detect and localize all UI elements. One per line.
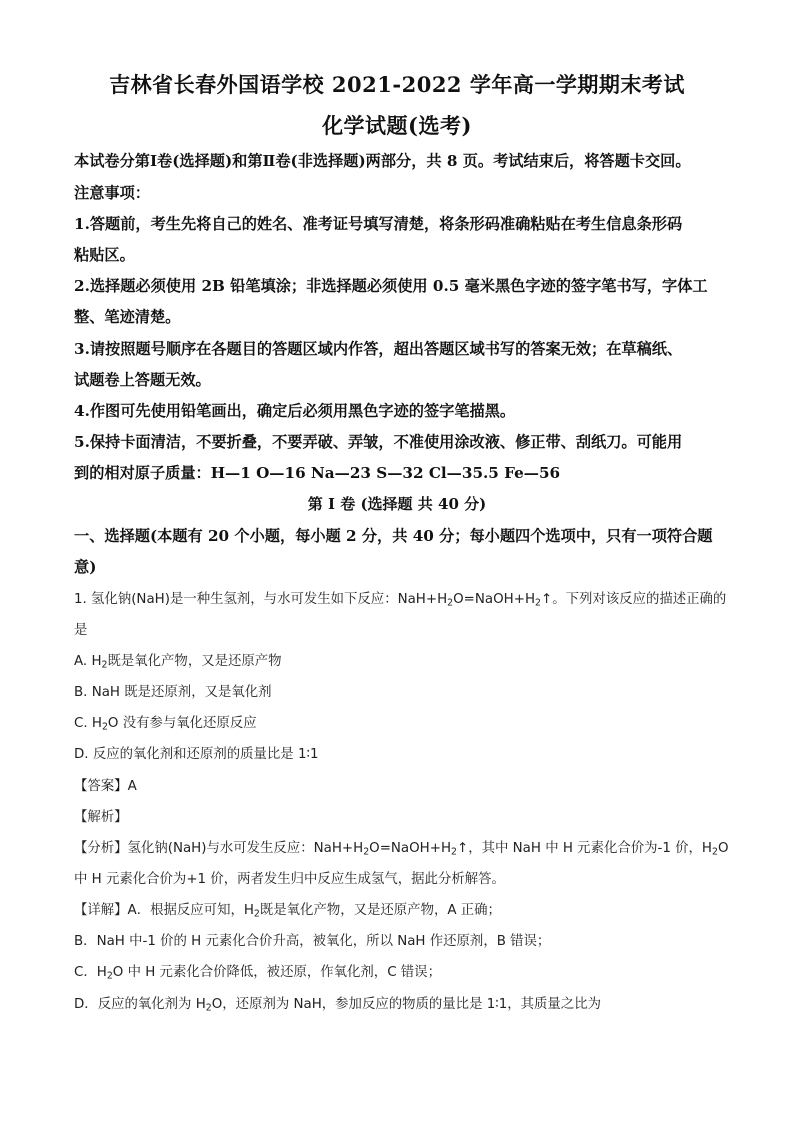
notice-line: 2.选择题必须使用 2B 铅笔填涂；非选择题必须使用 0.5 毫米黑色字迹的签字笔书写，字体工	[74, 277, 708, 295]
question-stem-cont: 是	[74, 623, 88, 638]
notice-line: 粘贴区。	[74, 246, 135, 264]
answer-line: 【答案】A	[74, 779, 137, 794]
notice-heading: 注意事项：	[74, 184, 150, 202]
detail-line: 【详解】A．根据反应可知，$H_2$既是氧化产物，又是还原产物，A 正确；	[74, 903, 501, 920]
exam-subtitle: 化学试题(选考)	[322, 113, 472, 138]
option-d: D. 反应的氧化剂和还原剂的质量比是 1∶1	[74, 747, 319, 762]
notice-line: 试题卷上答题无效。	[74, 371, 211, 389]
option-c: C. $H_2O$ 没有参与氧化还原反应	[74, 716, 257, 733]
notice-line: 整、笔迹清楚。	[74, 308, 181, 326]
intro-text: 本试卷分第Ⅰ卷(选择题)和第Ⅱ卷(非选择题)两部分，共 8 页。考试结束后，将答题卡交回。	[74, 152, 691, 170]
exam-title: 吉林省长春外国语学校 2021-2022 学年高一学期期末考试	[109, 72, 685, 97]
part-heading: 一、选择题(本题有 20 个小题，每小题 2 分，共 40 分；每小题四个选项中，只有一项符合题	[74, 527, 713, 545]
notice-line: 4.作图可先使用铅笔画出，确定后必须用黑色字迹的签字笔描黑。	[74, 402, 516, 420]
notice-line: 1.答题前，考生先将自己的姓名、准考证号填写清楚，将条形码准确粘贴在考生信息条形码	[74, 215, 683, 233]
analysis-line: 【分析】氢化钠(NaH)与水可发生反应：$NaH+H_2O=NaOH+H_2↑$，其中 NaH 中 H 元素化合价为-1 价，$H_2O$	[74, 841, 729, 858]
detail-line: B．NaH 中-1 价的 H 元素化合价升高，被氧化，所以 NaH 作还原剂，B 错误；	[74, 934, 551, 949]
notice-line: 3.请按照题号顺序在各题目的答题区域内作答，超出答题区域书写的答案无效；在草稿纸、	[74, 340, 683, 358]
notice-line: 到的相对原子质量：H—1 O—16 Na—23 S—32 Cl—35.5 Fe—56	[74, 464, 561, 482]
detail-line: D．反应的氧化剂为 $H_2O$，还原剂为 NaH，参加反应的物质的量比是 1∶1，其质量之比为	[74, 997, 601, 1014]
option-b: B. NaH 既是还原剂，又是氧化剂	[74, 685, 272, 700]
detail-line: C．$H_2O$ 中 H 元素化合价降低，被还原，作氧化剂，C 错误；	[74, 965, 441, 982]
section-title: 第 I 卷 (选择题 共 40 分)	[307, 495, 487, 513]
part-heading: 意)	[74, 558, 97, 576]
analysis-line: 中 H 元素化合价为+1 价，两者发生归中反应生成氢气，据此分析解答。	[74, 872, 505, 887]
analysis-tag: 【解析】	[74, 810, 128, 825]
notice-line: 5.保持卡面清洁，不要折叠，不要弄破、弄皱，不准使用涂改液、修正带、刮纸刀。可能用	[74, 433, 683, 451]
question-stem: 1. 氢化钠(NaH)是一种生氢剂，与水可发生如下反应：$NaH+H_2O=NaOH+H_2↑$。下列对该反应的描述正确的	[74, 592, 727, 609]
option-a: A. $H_2$既是氧化产物，又是还原产物	[74, 654, 282, 671]
